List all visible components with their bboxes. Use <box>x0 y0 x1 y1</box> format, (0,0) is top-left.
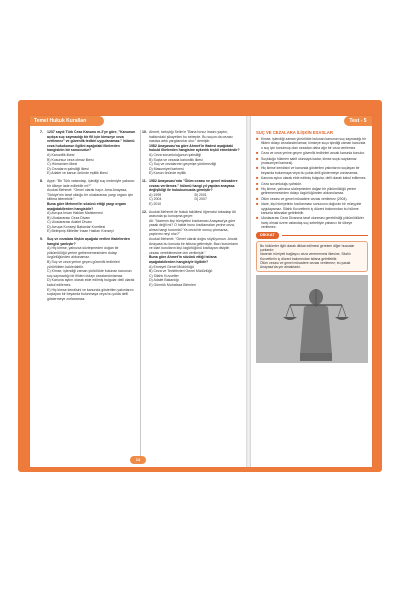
question-number: 9. <box>40 237 43 242</box>
question-text <box>149 130 240 153</box>
answer-option: C) Silahlı Kuvvetler <box>149 273 179 278</box>
question-head <box>142 130 240 153</box>
lady-justice-icon <box>256 275 368 363</box>
bullet-icon: ■ <box>256 150 259 156</box>
bullet-icon: ■ <box>256 201 259 207</box>
answer-option-grid <box>142 193 240 207</box>
question-line: Avukat Mehmet: "Genel olarak hayır. Ama Anayasa, Türkiye'nin taraf olduğu bir uluslararası yargı organı için kilitma istenebilir." <box>47 188 134 202</box>
left-page <box>30 116 246 467</box>
summary-item-text: Kanuna aykırı olarak elde edilmiş bulgular, delil olarak kabul edilemez. <box>261 176 367 181</box>
column-divider <box>140 130 141 458</box>
answer-option: B) Ceza ve Tevkifevleri Genel Müdürlüğü <box>149 269 213 274</box>
answer-option: B) Kusursuz ceza olmaz ilkesi <box>47 157 94 162</box>
bullet-icon: ■ <box>256 180 259 186</box>
dikkat-note-box <box>256 241 368 273</box>
question-number: 11. <box>142 178 147 183</box>
answer-option: E) Kanun önünde eşitlik <box>149 171 186 176</box>
dikkat-badge: DİKKAT <box>256 232 279 238</box>
question-line: 1982 Anayasası'na göre Ahmet'in ifadesi aşağıdaki hukuki ilkelerden hangisine aykırılık teşkil etmektedir? <box>149 143 240 153</box>
page-number-badge: 13 <box>130 456 146 464</box>
question-block <box>142 179 240 207</box>
question-head <box>40 130 138 153</box>
question-line: Suç ve cezalara ilişkin aşağıda verilen ifadelerden hangisi yanlıştır? <box>47 237 130 246</box>
summary-item <box>256 216 368 229</box>
answer-option: A) Hiç kimse, yalnızca sözleşmeden doğan bir yükümlülüğü yerine getirememesinden dolayı özgürlüğünden alıkonamaz. <box>47 246 119 260</box>
summary-column <box>256 130 368 363</box>
summary-item <box>256 157 368 166</box>
answer-option: A) Avrupa İnsan Hakları Mahkemesi <box>47 211 103 216</box>
question-block <box>142 130 240 176</box>
summary-item-text: Ölüm cezası ve genel müsadere cezası verilemez (2004). <box>261 196 348 201</box>
answer-option: A) Kanunilik ilkesi <box>47 152 75 157</box>
summary-item-text: Ceza sorumluluğu şahsidir. <box>261 181 302 186</box>
answer-option: B) Suç ve ceza yerine geçen güvenlik tedbirleri yürürlükten kaldırılabilir. <box>47 260 120 269</box>
question-column-2 <box>142 130 240 291</box>
right-page-header: Test - 5 <box>344 116 372 126</box>
question-number: 7. <box>40 130 43 134</box>
answer-option: A) Emniyet Genel Müdürlüğü <box>149 264 194 269</box>
answer-option: C) Hümanizm ilkesi <box>47 162 78 167</box>
question-column-1 <box>40 130 138 304</box>
answer-option: C) 2004 <box>149 197 162 202</box>
dikkat-note-line: İdarenin hürriyeti bağlayıcı ceza verememesi ilkesine, Silahlı Kuvvetlerin iç düzeni bakımından istisna getirilebilir. <box>260 252 351 261</box>
answer-option: E) Adalet ve kanun önünde eşitlik ilkesi <box>47 171 108 176</box>
answer-option: B) 2001 <box>194 192 207 197</box>
answer-option: E) Gümrük Muhafaza Birimleri <box>149 283 196 287</box>
question-line: 1237 sayılı Türk Ceza Kanunu m.2'ye göre, "Kanunun açıkça suç saymadığı bir fiil için kimseye ceza verilemez" ve güvenlik tedbiri uygulanamaz." hükmü ceza hukukunun ilgilini aşağıdaki ilkelerden hangisinin bir sonucudur? <box>47 130 136 153</box>
summary-item <box>256 187 368 196</box>
bullet-icon: ■ <box>256 186 259 192</box>
answer-option: C) Suç ve cezalarının geçmişe yürütmezliği <box>149 162 217 167</box>
question-text <box>47 130 138 153</box>
answer-option: E) Hiç kimse kendisini ve kanunda gösterilen yakınlarını suçlayan bir beyanda bulunmaya veya bu yolda delil göstermeye zorlanamaz. <box>47 287 134 301</box>
bullet-icon: ■ <box>256 195 259 201</box>
question-line: Ayşe: "Bir Türk vatandaşı, işlediği suç nedeniyle yabancı bir ülkeye iade edilebilir mi?" <box>47 178 135 188</box>
answer-option: D) Kanuna aykırı olarak elde edilmiş bulgular delil olarak kabul edilemez. <box>47 278 135 287</box>
right-page <box>251 116 372 467</box>
summary-item-text: Suçluluğu hükmen sabit oluncaya kadar, kimse suçlu sayılamaz (masumiyet karinesi). <box>261 156 357 165</box>
bullet-icon: ■ <box>256 136 259 141</box>
bullet-icon: ■ <box>256 165 259 171</box>
summary-item-text: Hiç kimse kendisini ve kanunda gösterilen yakınlarını suçlayan bir beyanda bulunmaya veya bu yolda delil göstermeye zorlanamaz. <box>261 166 360 175</box>
answer-option: E) 2010 <box>149 201 162 206</box>
question-block <box>40 237 138 301</box>
summary-item <box>256 197 368 201</box>
dikkat-note-line: Ölüm cezası ve genel müsadere cezası verilemez; bu yasak Anayasa'da yer almaktadır. <box>260 260 351 270</box>
question-text <box>149 210 240 265</box>
question-number: 10. <box>142 130 147 134</box>
summary-item <box>256 202 368 215</box>
summary-item <box>256 137 368 150</box>
summary-item-text: Ceza ve ceza yerine geçen güvenlik tedbirleri ancak kanunla konulur. <box>261 151 365 156</box>
question-line: Avukat Mehmet ile hukuk fakültesi öğrencisi arkadaşı Ali arasında şu konuşma geçer: <box>149 209 236 219</box>
question-line: Ahmet, tartıştığı Selim'e "Bana hırsız imaını yaptın, hakkındaki şikayetimi bu sebeple. Bu suçun da cezası nasılsa artık yargılanırlar olur." demiştir. <box>149 130 233 144</box>
answer-option: D) Masumiyet karinesi <box>149 166 184 171</box>
summary-item <box>256 151 368 155</box>
question-line: Avukat Mehmet: "Genel olarak doğru söylüyorsun. Ancak Anayasa bu konuda bir istisna getirmiştir. Bazı kurumların ve idari kurulların kişi özgürlüğünü kısıtlayan disiplin cezası verebilmesine izin verilmiştir." <box>149 237 239 255</box>
question-line: Buna göre Ahmet'in sözünü ettiği istisna aşağıdakilerden hangisiyle ilgilidir? <box>149 255 217 265</box>
dikkat-note-line: Bu hükümler ilgili olarak dikkat edilmesi gereken diğer hususlar şunlardır: <box>260 243 355 252</box>
answer-option: A) Ceza sorumluluğunun şahsiliği <box>149 152 201 157</box>
question-text <box>47 179 138 211</box>
lady-justice-illustration <box>256 275 368 363</box>
answer-option: C) Uluslararası Adalet Divanı <box>47 220 92 225</box>
question-text <box>47 237 138 246</box>
answer-option: D) 2007 <box>194 197 207 202</box>
question-block <box>142 210 240 288</box>
answer-option: D) Adalet Bakanlığı <box>149 278 179 283</box>
answer-option: A) 1995 <box>149 192 162 197</box>
question-line: Ali: "İdarenin kişi hürriyetini kısıtlaması Anayasa'ya göre yasak değil mi? O halde bunu kısıtlamaları yerine ceza, alırsa hangi kurumla? Ya cezai bir sonuç çıkmazsa, yaptırımı neyi olur?" <box>149 218 236 237</box>
answer-option: B) Suçta ve cezada kanunilik ilkesi <box>149 157 203 162</box>
summary-item <box>256 166 368 175</box>
summary-title: SUÇ VE CEZALARA İLİŞKİN ESASLAR <box>256 130 333 135</box>
answer-option: E) Birleşmiş Milletler İnsan Hakları Konseyi <box>47 229 114 234</box>
question-number: 12. <box>142 209 147 214</box>
summary-list <box>256 137 368 229</box>
question-text <box>149 179 240 193</box>
answer-option: D) Avrupa Konseyi Bakanlar Komitesi <box>47 224 106 229</box>
summary-item-text: İdare, kişi hürriyetinin kısıtlanması sonucunu doğuran bir müeyyide uygulayamaz. Silahlı Kuvvetlerin iç düzeni bakımından bu hükme kanunla istisnalar getirilebilir. <box>261 202 362 215</box>
dikkat-rule <box>282 235 368 236</box>
question-line: 1982 Anayasası'nda "Ölüm cezası ve genel müsadere cezası verilemez." hükmü hangi yıl yapılan anayasa değişikliği ile hukukumuzda girmiştir? <box>149 178 238 193</box>
summary-item-text: Uluslararası Ceza Divanına taraf olunması gerektirdiği yükümlülükler hariç olmak üzere vatandaş suç sebebiyle yabancı bir ülkeye verilemez. <box>261 216 364 230</box>
question-block <box>40 179 138 234</box>
summary-item-text: Kimse, işlendiği zaman yürürlükte bulunan kanunun suç saymadığı bir fiilden dolayı cezalandırılamaz; kimseye suçu işlediği zaman kanunda o suç için konulmuş olan cezadan daha ağır bir ceza verilemez. <box>261 137 366 150</box>
bullet-icon: ■ <box>256 215 259 221</box>
question-block <box>40 130 138 176</box>
summary-item <box>256 176 368 180</box>
question-head <box>40 237 138 246</box>
open-book-spread <box>30 116 372 467</box>
question-head <box>142 210 240 265</box>
question-head <box>142 179 240 193</box>
answer-option: D) Cezaların şahsiliği ilkesi <box>47 166 89 171</box>
answer-option: C) Kimse, işlendiği zaman yürürlükte bulunan kanunun suç saymadığı bir fiilden dolayı cezalandırılamaz. <box>47 269 132 278</box>
question-head <box>40 179 138 211</box>
bullet-icon: ■ <box>256 175 259 181</box>
summary-item <box>256 182 368 186</box>
summary-item-text: Hiç kimse, yalnızca sözleşmeden doğan bir yükümlülüğü yerine getirememesinden dolayı özgürlüğünden alıkonulamaz. <box>261 187 357 196</box>
bullet-icon: ■ <box>256 155 259 161</box>
question-number: 8. <box>40 178 43 183</box>
left-page-header: Temel Hukuk Kuralları <box>30 116 104 126</box>
answer-option: B) Uluslararası Ceza Divanı <box>47 215 91 220</box>
question-line: Buna göre Mehmet'in sözünü ettiği yargı organı aşağıdakilerden hangisidir? <box>47 201 127 211</box>
dikkat-header <box>256 232 368 238</box>
